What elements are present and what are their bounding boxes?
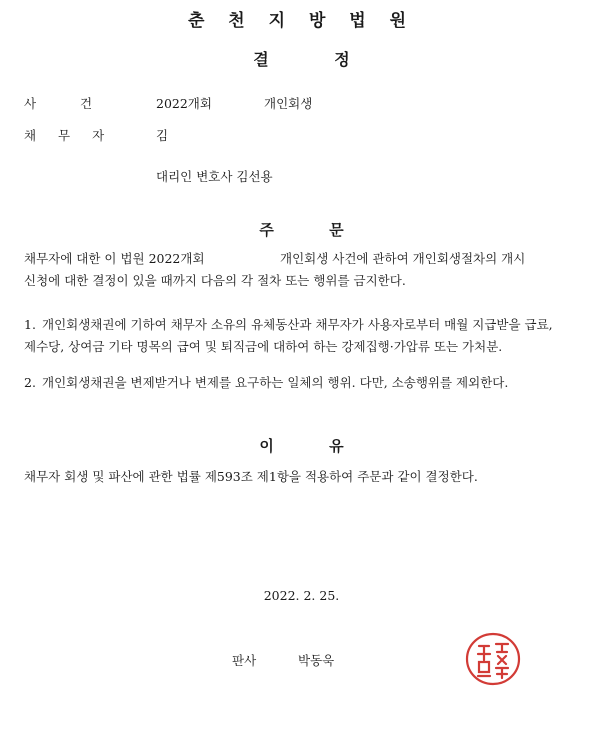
- reason-heading: 이 유: [259, 437, 344, 455]
- case-number: 2022개회: [156, 96, 212, 111]
- order-item-number: 1.: [24, 317, 36, 332]
- document-title: 결 정: [253, 50, 350, 69]
- court-seal-icon: [463, 630, 523, 688]
- order-item: [24, 372, 564, 394]
- judge-title: 판사: [232, 653, 257, 668]
- order-item-number: 2.: [24, 375, 36, 390]
- decision-date: 2022. 2. 25.: [263, 588, 340, 603]
- order-text-part3: 신청에 대한 결정이 있을 때까지 다음의 각 절차 또는 행위를 금지한다.: [24, 273, 406, 288]
- reason-text: 채무자 회생 및 파산에 관한 법률 제593조 제1항을 적용하여 주문과 같이 결정한다.: [24, 469, 478, 484]
- order-text-part1: 채무자에 대한 이 법원 2022개회: [24, 251, 205, 266]
- judge-name: 박동욱: [298, 653, 335, 668]
- case-type: 개인회생: [264, 96, 313, 111]
- debtor-name: 김: [156, 128, 169, 143]
- order-item-text: 개인회생채권에 기하여 채무자 소유의 유체동산과 채무자가 사용자로부터 매월 지급받을 급료, 제수당, 상여금 기타 명목의 급여 및 퇴직금에 대하여 하는 강제집행·가압류 또는 가처분.: [24, 317, 553, 354]
- order-item-text: 개인회생채권을 변제받거나 변제를 요구하는 일체의 행위. 다만, 소송행위를 제외한다.: [42, 375, 509, 390]
- counsel: 대리인 변호사 김선용: [156, 169, 273, 184]
- order-item: [24, 314, 564, 358]
- case-label: 사 건: [24, 96, 93, 111]
- order-text-part2: 개인회생 사건에 관하여 개인회생절차의 개시: [280, 251, 526, 266]
- court-name: 춘 천 지 방 법 원: [187, 11, 416, 31]
- debtor-label: 채 무 자: [24, 128, 105, 143]
- order-heading: 주 문: [259, 221, 344, 239]
